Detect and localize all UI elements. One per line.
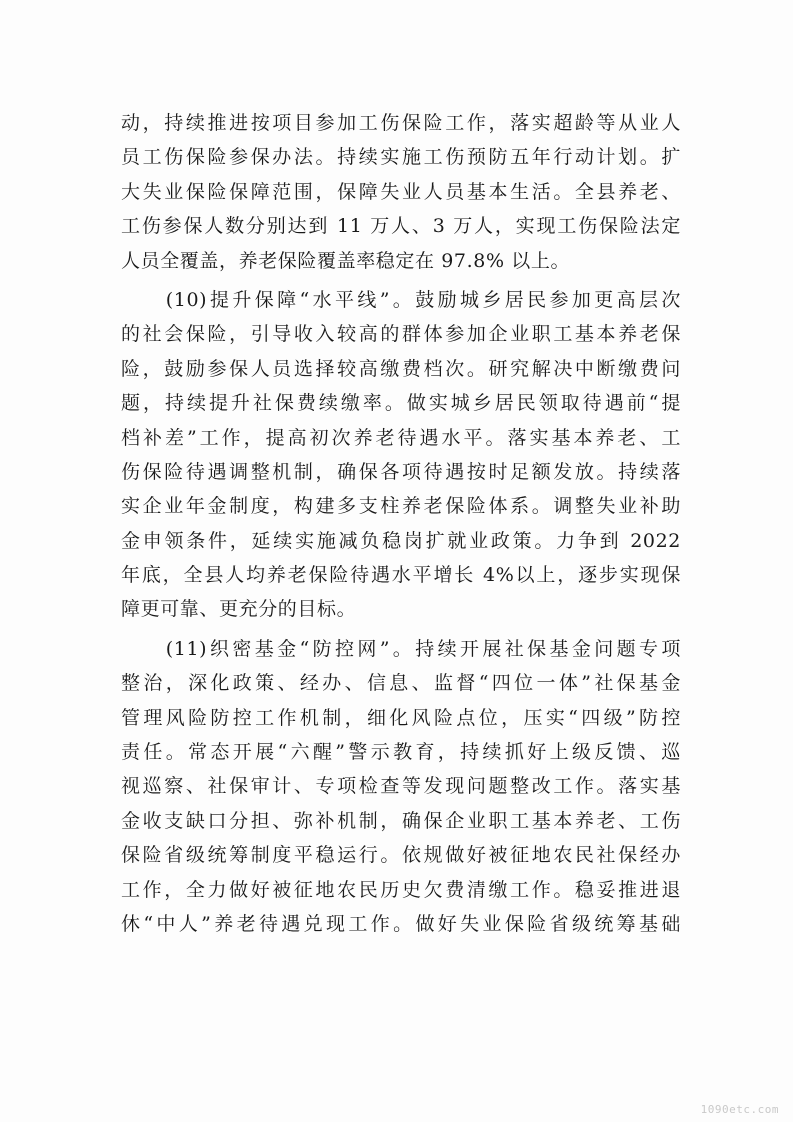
text-line: 休“中人”养老待遇兑现工作。做好失业保险省级统筹基础 [121,912,681,935]
text-line: 大失业保险保障范围，保障失业人员基本生活。全县养老、 [121,180,681,203]
text-line: 保险省级统筹制度平稳运行。依规做好被征地农民社保经办 [121,844,681,867]
text-line: 险，鼓励参保人员选择较高缴费档次。研究解决中断缴费问 [121,357,681,380]
text-line: (10)提升保障“水平线”。鼓励城乡居民参加更高层次 [121,288,681,311]
text-line: (11)织密基金“防控网”。持续开展社保基金问题专项 [121,637,681,660]
text-line: 管理风险防控工作机制，细化风险点位，压实“四级”防控 [121,706,681,729]
text-line: 金收支缺口分担、弥补机制，确保企业职工基本养老、工伤 [121,809,681,832]
text-line: 题，持续提升社保费续缴率。做实城乡居民领取待遇前“提 [121,392,681,415]
text-line: 员工伤保险参保办法。持续实施工伤预防五年行动计划。扩 [121,146,681,169]
paragraph-1 [121,106,681,278]
paragraph-3 [121,632,681,942]
watermark-text: 1090etc.com [700,1103,779,1116]
text-line: 年底，全县人均养老保险待遇水平增长 4%以上，逐步实现保 [121,564,681,587]
text-line: 动，持续推进按项目参加工伤保险工作，落实超龄等从业人 [121,112,681,134]
document-body [121,106,681,941]
text-line: 责任。常态开展“六醒”警示教育，持续抓好上级反馈、巡 [121,741,681,764]
text-line: 工作，全力做好被征地农民历史欠费清缴工作。稳妥推进退 [121,878,681,901]
text-line: 整治，深化政策、经办、信息、监督“四位一体”社保基金 [121,672,681,695]
text-line: 障更可靠、更充分的目标。 [121,598,357,621]
text-line: 工伤参保人数分别达到 11 万人、3 万人，实现工伤保险法定 [121,215,681,238]
text-line: 伤保险待遇调整机制，确保各项待遇按时足额发放。持续落 [121,460,681,483]
text-line: 金申领条件，延续实施减负稳岗扩就业政策。力争到 2022 [121,529,681,552]
text-line: 实企业年金制度，构建多支柱养老保险体系。调整失业补助 [121,495,681,518]
text-line: 视巡察、社保审计、专项检查等发现问题整改工作。落实基 [121,775,681,798]
text-line: 人员全覆盖，养老保险覆盖率稳定在 97.8% 以上。 [121,249,571,272]
text-line: 档补差”工作，提高初次养老待遇水平。落实基本养老、工 [121,426,681,449]
paragraph-2 [121,283,681,627]
text-line: 的社会保险，引导收入较高的群体参加企业职工基本养老保 [121,323,681,346]
